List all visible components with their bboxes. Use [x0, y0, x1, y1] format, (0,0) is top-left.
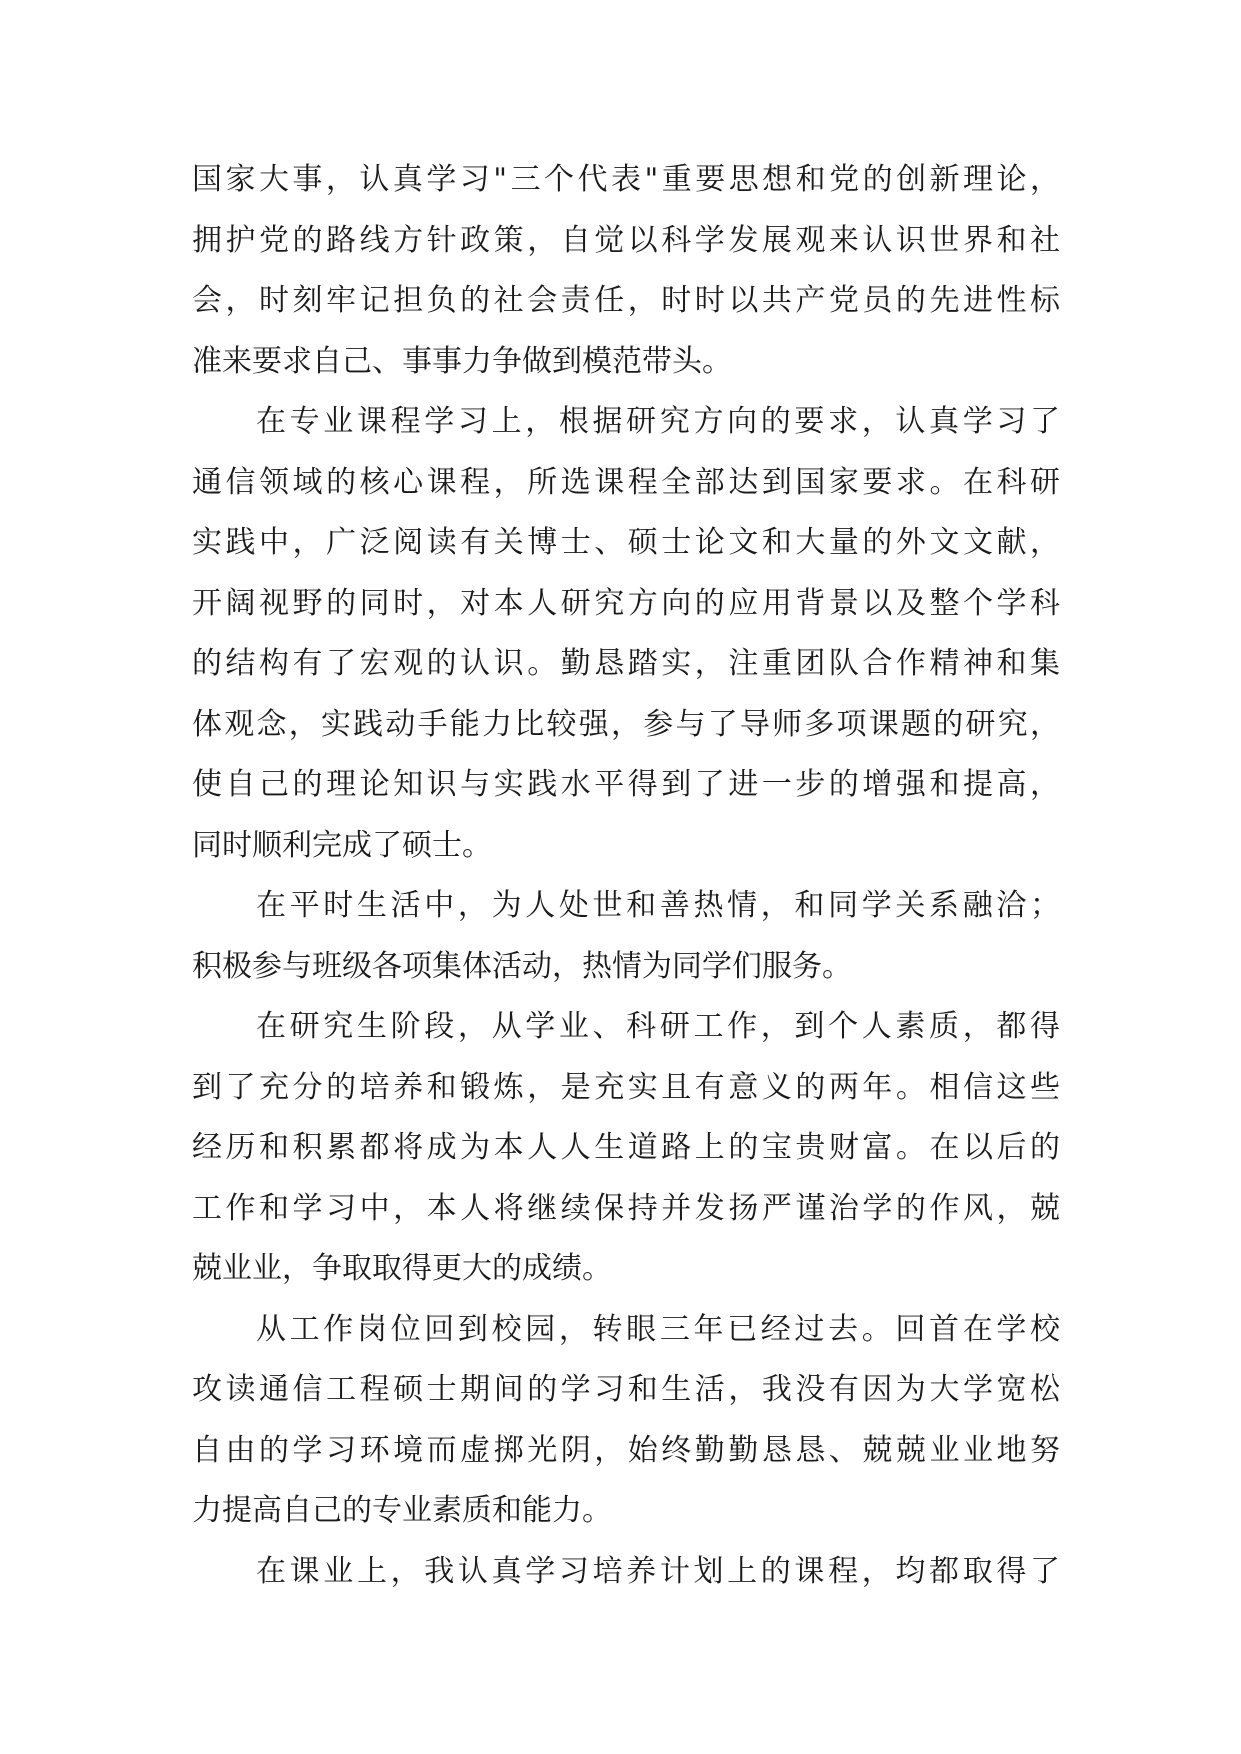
- text-line: 在研究生阶段，从学业、科研工作，到个人素质，都得: [256, 1009, 1060, 1044]
- text-line: 积极参与班级各项集体活动，热情为同学们服务。: [192, 948, 852, 984]
- text-line: 实践中，广泛阅读有关博士、硕士论文和大量的外文文献，: [192, 525, 1060, 560]
- text-line: 开阔视野的同时，对本人研究方向的应用背景以及整个学科: [192, 585, 1060, 621]
- text-line: 使自己的理论知识与实践水平得到了进一步的增强和提高，: [192, 767, 1060, 802]
- text-line: 到了充分的培养和锻炼，是充实且有意义的两年。相信这些: [192, 1069, 1060, 1105]
- text-line: 会，时刻牢记担负的社会责任，时时以共产党员的先进性标: [192, 283, 1060, 318]
- paragraph: [192, 1542, 1060, 1603]
- paragraph: [192, 997, 1060, 1300]
- text-line: 在课业上，我认真学习培养计划上的课程，均都取得了: [256, 1553, 1060, 1589]
- text-line: 准来要求自己、事事力争做到模范带头。: [192, 343, 732, 379]
- paragraph: [192, 876, 1060, 997]
- text-line: 兢业业，争取取得更大的成绩。: [192, 1251, 612, 1286]
- text-line: 在专业课程学习上，根据研究方向的要求，认真学习了: [256, 404, 1060, 439]
- text-line: 攻读通信工程硕士期间的学习和生活，我没有因为大学宽松: [192, 1372, 1060, 1407]
- text-line: 经历和积累都将成为本人人生道路上的宝贵财富。在以后的: [192, 1130, 1060, 1165]
- document-body: [192, 150, 1060, 1602]
- text-line: 体观念，实践动手能力比较强，参与了导师多项课题的研究，: [192, 706, 1060, 742]
- text-line: 同时顺利完成了硕士。: [192, 827, 492, 863]
- text-line: 从工作岗位回到校园，转眼三年已经过去。回首在学校: [256, 1311, 1060, 1347]
- text-line: 工作和学习中，本人将继续保持并发扬严谨治学的作风，兢: [192, 1190, 1060, 1226]
- text-line: 自由的学习环境而虚掷光阴，始终勤勤恳恳、兢兢业业地努: [192, 1432, 1060, 1468]
- text-line: 在平时生活中，为人处世和善热情，和同学关系融洽；: [256, 888, 1060, 923]
- text-line: 国家大事，认真学习"三个代表"重要思想和党的创新理论，: [192, 162, 1060, 197]
- text-line: 的结构有了宏观的认识。勤恳踏实，注重团队合作精神和集: [192, 646, 1060, 681]
- paragraph: [192, 150, 1060, 392]
- paragraph: [192, 392, 1060, 876]
- paragraph: [192, 1300, 1060, 1542]
- text-line: 力提高自己的专业素质和能力。: [192, 1493, 612, 1528]
- text-line: 通信领域的核心课程，所选课程全部达到国家要求。在科研: [192, 464, 1060, 500]
- text-line: 拥护党的路线方针政策，自觉以科学发展观来认识世界和社: [192, 222, 1060, 258]
